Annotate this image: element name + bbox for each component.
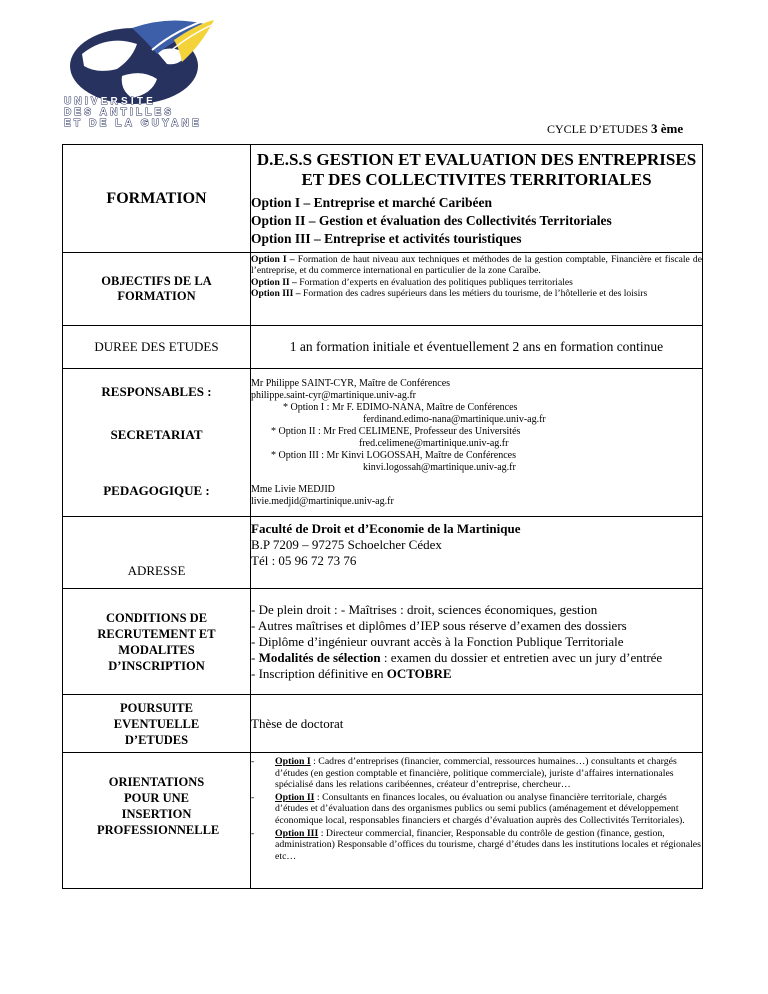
secretariat-email: livie.medjid@martinique.univ-ag.fr: [251, 496, 394, 507]
cycle-value: 3 ème: [651, 121, 684, 136]
orientation-head-1: Option I: [275, 756, 311, 767]
orientation-head-2: Option II: [275, 791, 315, 803]
program-title: D.E.S.S GESTION ET EVALUATION DES ENTREPRISES ET DES COLLECTIVITES TERRITORIALES: [256, 150, 697, 189]
university-name: [64, 96, 216, 129]
row-poursuite: [63, 695, 703, 753]
program-option-2: Option II – Gestion et évaluation des Collectivités Territoriales: [251, 213, 612, 228]
row-objectifs: [63, 253, 703, 326]
globe-emblem-icon: [62, 14, 220, 104]
objectif-2-head: Option II –: [251, 276, 297, 288]
label-orientations: ORIENTATIONS POUR UNE INSERTION PROFESSIONNELLE: [63, 753, 251, 889]
cycle-etudes: [547, 121, 683, 137]
condition-1: - De plein droit : - Maîtrises : droit, sciences économiques, gestion: [251, 601, 598, 617]
row-adresse: [63, 517, 703, 589]
objectif-2-text: Formation d’experts en évaluation des politiques publiques territoriales: [296, 276, 573, 288]
condition-5-bold: OCTOBRE: [386, 665, 452, 681]
label-formation: FORMATION: [63, 145, 251, 253]
cycle-label: CYCLE D’ETUDES: [547, 122, 648, 136]
responsable-opt3-name: * Option III : Mr Kinvi LOGOSSAH, Maître de Conférences: [271, 450, 516, 461]
objectif-3-head: Option III –: [251, 287, 301, 299]
orientations-content: [251, 753, 703, 889]
orientation-dash-2: -: [251, 791, 255, 803]
responsable-opt2-email: fred.celimene@martinique.univ-ag.fr: [359, 438, 509, 449]
label-objectifs: OBJECTIFS DE LA FORMATION: [63, 253, 251, 326]
row-responsables: [63, 369, 703, 517]
responsable-main-name: Mr Philippe SAINT-CYR, Maître de Conférences: [251, 378, 451, 389]
responsable-opt2-name: * Option II : Mr Fred CELIMENE, Professeur des Universités: [271, 426, 521, 437]
condition-4-prefix: -: [251, 649, 259, 665]
program-option-3: Option III – Entreprise et activités touristiques: [251, 231, 522, 246]
row-formation: [63, 145, 703, 253]
orientation-dash-1: -: [251, 756, 255, 767]
orientation-item-1: [251, 756, 702, 791]
objectif-3: [251, 288, 702, 299]
formation-content: [251, 145, 703, 253]
objectif-2: [251, 277, 702, 288]
conditions-content: [251, 589, 703, 695]
duree-content: 1 an formation initiale et éventuellement 2 ans en formation continue: [251, 326, 703, 369]
row-conditions: [63, 589, 703, 695]
responsable-opt3-email: kinvi.logossah@martinique.univ-ag.fr: [363, 462, 516, 473]
responsable-opt1-name: * Option I : Mr F. EDIMO-NANA, Maître de Conférences: [283, 402, 518, 413]
label-responsables: RESPONSABLES :: [101, 384, 212, 399]
condition-4-rest: : examen du dossier et entretien avec un jury d’entrée: [380, 649, 663, 665]
responsable-main-email: philippe.saint-cyr@martinique.univ-ag.fr: [251, 390, 416, 401]
orientation-dash-3: -: [251, 827, 255, 839]
label-poursuite: POURSUITE EVENTUELLE D’ETUDES: [63, 695, 251, 753]
responsables-content: [251, 369, 703, 517]
responsable-opt1-email: ferdinand.edimo-nana@martinique.univ-ag.fr: [363, 414, 546, 425]
adresse-line-1: Faculté de Droit et d’Economie de la Martinique: [251, 521, 521, 536]
poursuite-content: Thèse de doctorat: [251, 695, 703, 753]
condition-4: [251, 650, 702, 666]
condition-5: [251, 666, 702, 682]
condition-5-prefix: - Inscription définitive en: [251, 665, 387, 681]
orientation-text-2: [275, 792, 702, 827]
label-secretariat: SECRETARIAT: [110, 427, 203, 442]
orientation-item-2: [251, 792, 702, 827]
label-responsables-cell: [63, 369, 251, 517]
objectif-1-text: Formation de haut niveau aux techniques et méthodes de la gestion comptable, Financière et fiscale de l’entreprise, et du commerce international en particulier de la zone Caraïbe.: [251, 254, 702, 277]
orientation-text-1: [275, 756, 702, 791]
program-option-1: Option I – Entreprise et marché Caribéen: [251, 195, 492, 210]
label-conditions: CONDITIONS DE RECRUTEMENT ET MODALITES D’INSCRIPTION: [63, 589, 251, 695]
row-duree: [63, 326, 703, 369]
orientation-head-3: Option III: [275, 827, 319, 839]
program-options: [251, 194, 702, 248]
program-table: [62, 144, 703, 889]
condition-2: - Autres maîtrises et diplômes d’IEP sous réserve d’examen des dossiers: [251, 617, 627, 633]
university-line-3: ET DE LA GUYANE: [64, 118, 202, 129]
orientation-body-2: : Consultants en finances locales, ou évaluation ou analyse financière territoriale, chargés d’études et d’évaluation dans des organismes publics ou semi publics (aménagement et développement économique local, responsables financiers et chargés d’évaluation auprès des Collectivités Territoriales).: [275, 791, 685, 826]
row-orientations: [63, 753, 703, 889]
objectif-1: [251, 254, 702, 277]
orientation-text-3: [275, 828, 702, 863]
label-duree: DUREE DES ETUDES: [63, 326, 251, 369]
adresse-line-2: B.P 7209 – 97275 Schoelcher Cédex: [251, 537, 442, 552]
secretariat-name: Mme Livie MEDJID: [251, 484, 335, 495]
orientation-body-3: : Directeur commercial, financier, Responsable du contrôle de gestion (finance, gestion, administration) Responsable d’offices du tourisme, chargé d’études dans les institutions locales et régionales etc…: [275, 827, 701, 862]
objectifs-content: [251, 253, 703, 326]
objectif-3-text: Formation des cadres supérieurs dans les métiers du tourisme, de l’hôtellerie et des loisirs: [300, 287, 648, 299]
condition-3: - Diplôme d’ingénieur ouvrant accès à la Fonction Publique Territoriale: [251, 633, 624, 649]
condition-4-bold: Modalités de sélection: [258, 649, 381, 665]
label-pedagogique: PEDAGOGIQUE :: [103, 483, 210, 498]
adresse-line-3: Tél : 05 96 72 73 76: [251, 553, 357, 568]
orientation-item-3: [251, 828, 702, 863]
orientation-body-1: : Cadres d’entreprises (financier, commercial, ressources humaines…) consultants et chargés d’études (en gestion comptable et financière, politique commerciale), juriste d’affaires internationales spécialisé dans les relations caribéennes, créateur d’entreprise, chercheur…: [275, 756, 677, 791]
label-adresse: ADRESSE: [63, 517, 251, 589]
adresse-content: [251, 517, 703, 589]
university-line-1: UNIVERSITE: [64, 96, 157, 107]
objectif-1-head: Option I –: [251, 254, 295, 265]
university-line-2: DES ANTILLES: [64, 107, 175, 118]
orientations-list: [251, 756, 702, 862]
